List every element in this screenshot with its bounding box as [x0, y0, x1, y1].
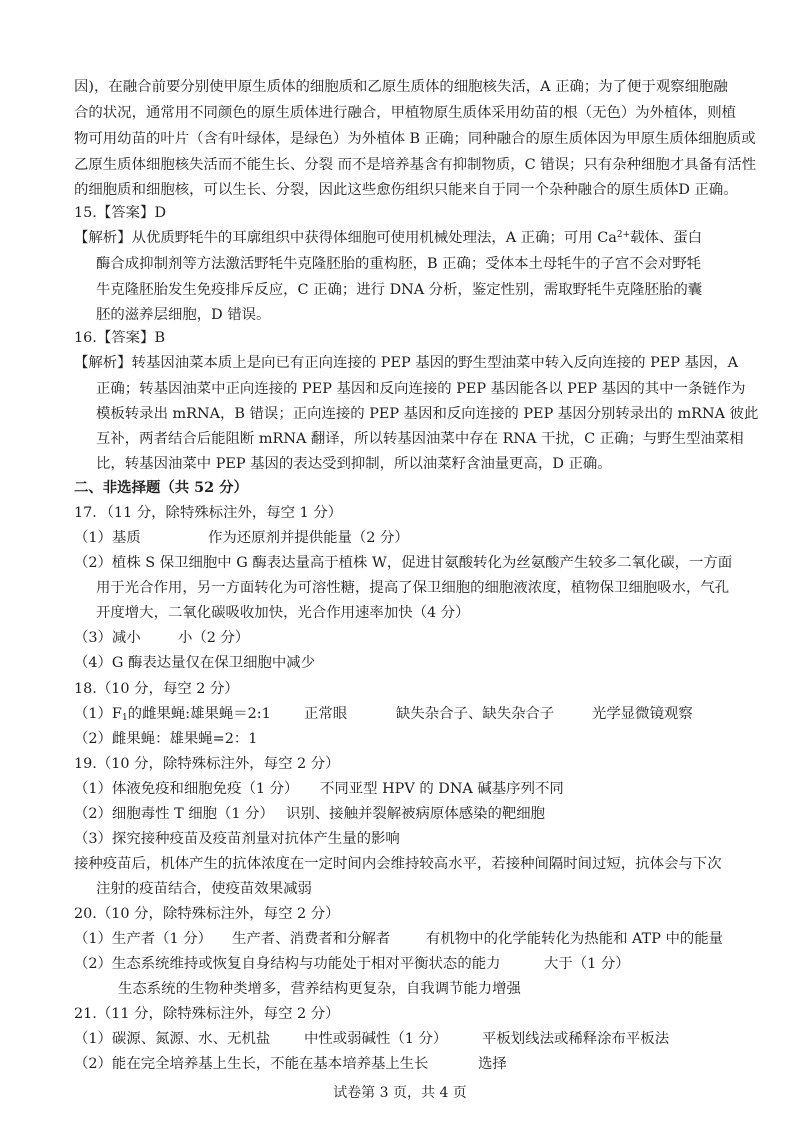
- q15-explanation-line: 酶合成抑制剂等方法激活野牦牛克隆胚胎的重构胚，B 正确；受体本土母牦牛的子宫不会对野牦: [96, 256, 702, 272]
- q16-explanation-line: 比，转基因油菜中 PEP 基因的表达受到抑制，所以油菜籽含油量更高，D 正确。: [96, 456, 612, 472]
- q14-explanation-line: 乙原生质体细胞核失活而不能生长、分裂 而不是培养基含有抑制物质，C 错误；只有杂种细胞才具备有活性: [74, 157, 757, 173]
- q19-answer-3: （3）探究接种疫苗及疫苗剂量对抗体产生量的影响: [74, 831, 400, 847]
- q21-heading: 21.（11 分，除特殊标注外，每空 2 分）: [74, 1006, 340, 1022]
- q15-answer: 15.【答案】D: [74, 205, 166, 221]
- q16-answer: 16.【答案】B: [74, 330, 166, 346]
- q14-explanation-line: 因)，在融合前要分别使甲原生质体的细胞质和乙原生质体的细胞核失活，A 正确；为了便于观察细胞融: [74, 79, 728, 95]
- explanation-label: 【解析】: [74, 230, 132, 246]
- q16-explanation-line: 互补，两者结合后能阻断 mRNA 翻译，所以转基因油菜中存在 RNA 干扰，C 正确；与野生型油菜相: [96, 431, 744, 447]
- q18-heading: 18.（10 分，每空 2 分）: [74, 681, 239, 697]
- q15-explanation-line: 胚的滋养层细胞，D 错误。: [96, 307, 271, 323]
- q16-explanation-line: 模板转录出 mRNA，B 错误；正向连接的 PEP 基因和反向连接的 PEP 基因分别转录出的 mRNA 彼此: [96, 406, 759, 422]
- q17-answer-2-line: 用于光合作用，另一方面转化为可溶性糖，提高了保卫细胞的细胞液浓度，植物保卫细胞吸水，气孔: [96, 580, 730, 596]
- q19-answer-4-line: 注射的疫苗结合，使疫苗效果减弱: [96, 881, 312, 897]
- page-footer: 试卷第 3 页，共 4 页: [333, 1085, 467, 1101]
- q15-explanation-line: 【解析】从优质野牦牛的耳廓组织中获得体细胞可使用机械处理法，A 正确；可用 $Ca^{2+}$载体、蛋白: [74, 230, 703, 246]
- q14-explanation-line: 合的状况，通常用不同颜色的原生质体进行融合，甲植物原生质体采用幼苗的根（无色）为外植体，则植: [74, 105, 736, 121]
- section-heading: 二、非选择题（共 52 分）: [74, 479, 248, 496]
- q17-answer-2-line: 开度增大，二氧化碳吸收加快，光合作用速率加快（4 分）: [96, 605, 470, 621]
- q19-heading: 19.（10 分，除特殊标注外，每空 2 分）: [74, 756, 340, 772]
- q17-heading: 17．（11 分，除特殊标注外，每空 1 分）: [74, 505, 343, 521]
- q18-answer-2: （2）雌果蝇：雄果蝇=2：1: [74, 731, 258, 747]
- exam-page: 因)，在融合前要分别使甲原生质体的细胞质和乙原生质体的细胞核失活，A 正确；为了便于观察细胞融 合的状况，通常用不同颜色的原生质体进行融合，甲植物原生质体采用幼苗的根（无色）为外植体，则植 物可用幼苗的叶片（含有叶绿体，是绿色）为外植体 B 正确；同种融合的原生质体因为甲原生质体细胞质或 乙原生质体细胞核失活而不能生长、分裂 而不是培养基含有抑制物质，C 错误；只有杂种细胞才具备有活性 的细胞质和细胞核，可以生长、分裂，因此这些愈伤组织只能来自于同一个杂种融合的原生质体D 正确。 15.【答案】D 【解析】从优质野牦牛的耳廓组织中获得体细胞可使用机械处理法，A 正确；可用 $Ca^{2+}$载体、蛋白 酶合成抑制剂等方法激活野牦牛克隆胚胎的重构胚，B 正确；受体本土母牦牛的子宫不会对野牦 牛克隆胚胎发生免疫排斥反应，C 正确；进行 DNA 分析，鉴定性别，需取野牦牛克隆胚胎的囊 胚的滋养层细胞，D 错误。 16.【答案】B 【解析】转基因油菜本质上是向已有正向连接的 PEP 基因的野生型油菜中转入反向连接的 PEP 基因，A 正确；转基因油菜中正向连接的 PEP 基因和反向连接的 PEP 基因能各以 PEP 基因的其中一条链作为 模板转录出 mRNA，B 错误；正向连接的 PEP 基因和反向连接的 PEP 基因分别转录出的 mRNA 彼此 互补，两者结合后能阻断 mRNA 翻译，所以转基因油菜中存在 RNA 干扰，C 正确；与野生型油菜相 比，转基因油菜中 PEP 基因的表达受到抑制，所以油菜籽含油量更高，D 正确。 二、非选择题（共 52 分） 17．（11 分，除特殊标注外，每空 1 分） （1）基质 作为还原剂并提供能量（2 分） （2）植株 S 保卫细胞中 G 酶表达量高于植株 W，促进甘氨酸转化为丝氨酸产生较多二氧化碳，一方面 用于光合作用，另一方面转化为可溶性糖，提高了保卫细胞的细胞液浓度，植物保卫细胞吸水，气孔 开度增大，二氧化碳吸收加快，光合作用速率加快（4 分） （3）减小 小（2 分） （4）G 酶表达量仅在保卫细胞中减少 18.（10 分，每空 2 分） $(1)F_1$的雌果蝇:雄果蝇＝2:1 正常眼 缺失杂合子、缺失杂合子 光学显微镜观察 （2）雌果蝇：雄果蝇=2：1 19.（10 分，除特殊标注外，每空 2 分） （1）体液免疫和细胞免疫（1 分） 不同亚型 HPV 的 DNA 碱基序列不同 （2）细胞毒性 T 细胞（1 分） 识别、接触并裂解被病原体感染的靶细胞 （3）探究接种疫苗及疫苗剂量对抗体产生量的影响 接种疫苗后，机体产生的抗体浓度在一定时间内会维持较高水平，若接种间隔时间过短，抗体会与下次 注射的疫苗结合，使疫苗效果减弱 20.（10 分，除特殊标注外，每空 2 分） （1）生产者（1 分） 生产者、消费者和分解者 有机物中的化学能转化为热能和 ATP 中的能量 （2）生态系统维持或恢复自身结构与功能处于相对平衡状态的能力 大于（1 分） 生态系统的生物种类增多，营养结构更复杂，自我调节能力增强 21.（11 分，除特殊标注外，每空 2 分） （1）碳源、氮源、水、无机盐 中性或弱碱性（1 分） 平板划线法或稀释涂布平板法 （2）能在完全培养基上生长，不能在基本培养基上生长 选择 试卷第 3 页，共 4 页: [0, 0, 800, 1130]
- q20-answer-3: 生态系统的生物种类增多，营养结构更复杂，自我调节能力增强: [118, 981, 521, 997]
- q17-answer-4: （4）G 酶表达量仅在保卫细胞中减少: [74, 655, 316, 671]
- q16-explanation-line: 【解析】转基因油菜本质上是向已有正向连接的 PEP 基因的野生型油菜中转入反向连接的 PEP 基因，A: [74, 355, 739, 371]
- q16-explanation-line: 正确；转基因油菜中正向连接的 PEP 基因和反向连接的 PEP 基因能各以 PEP 基因的其中一条链作为: [96, 381, 746, 397]
- q14-explanation-line: 物可用幼苗的叶片（含有叶绿体，是绿色）为外植体 B 正确；同种融合的原生质体因为甲原生质体细胞质或: [74, 131, 756, 147]
- q14-explanation-line: 的细胞质和细胞核，可以生长、分裂，因此这些愈伤组织只能来自于同一个杂种融合的原生质体D 正确。: [74, 182, 738, 198]
- q19-answer-4-line: 接种疫苗后，机体产生的抗体浓度在一定时间内会维持较高水平，若接种间隔时间过短，抗体会与下次: [74, 856, 722, 872]
- q20-heading: 20.（10 分，除特殊标注外，每空 2 分）: [74, 906, 340, 922]
- explanation-label: 【解析】: [74, 355, 132, 371]
- q17-answer-2-line: （2）植株 S 保卫细胞中 G 酶表达量高于植株 W，促进甘氨酸转化为丝氨酸产生较多二氧化碳，一方面: [74, 555, 733, 571]
- q15-explanation-line: 牛克隆胚胎发生免疫排斥反应，C 正确；进行 DNA 分析，鉴定性别，需取野牦牛克隆胚胎的囊: [96, 282, 703, 298]
